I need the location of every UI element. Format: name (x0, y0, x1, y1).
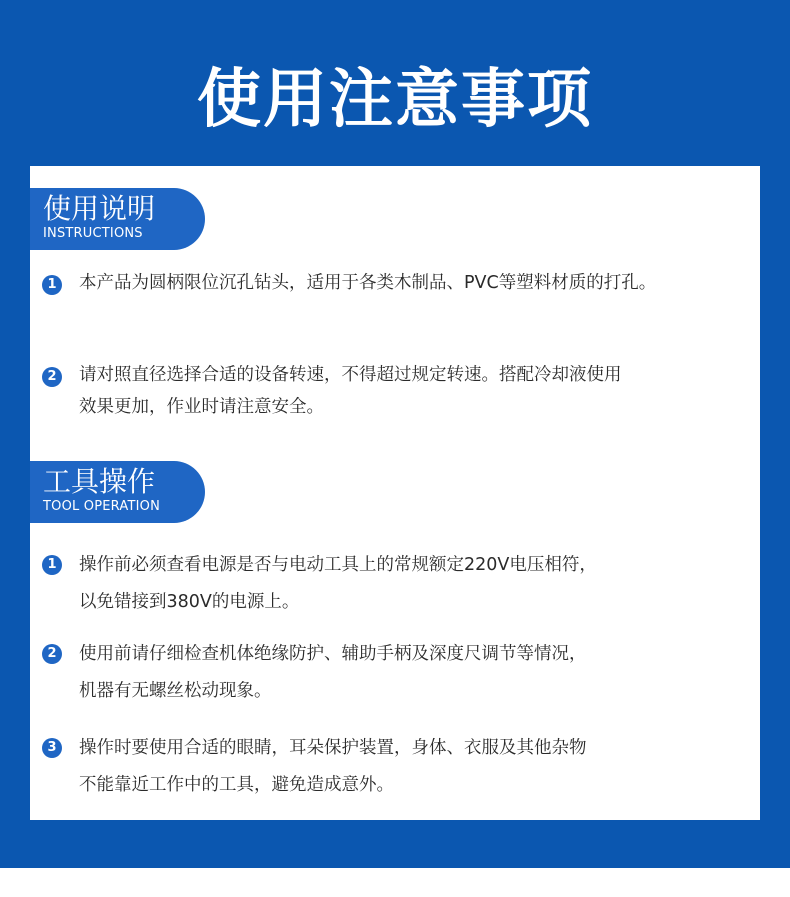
item-text (79, 730, 587, 804)
item-line: 不能靠近工作中的工具，避免造成意外。 (79, 775, 394, 795)
section-title-en: TOOL OPERATION (43, 499, 160, 514)
content-panel (30, 166, 760, 820)
item-text (79, 636, 587, 710)
number-badge-icon: 1 (42, 275, 62, 295)
item-line: 效果更加，作业时请注意安全。 (79, 397, 324, 417)
number-badge-icon: 1 (42, 555, 62, 575)
section-title-cn: 工具操作 (43, 465, 156, 498)
item-line: 请对照直径选择合适的设备转速，不得超过规定转速。搭配冷却液使用 (79, 365, 622, 385)
section-header-tool-operation (30, 461, 205, 523)
item-line: 操作前必须查看电源是否与电动工具上的常规额定220V电压相符， (79, 555, 597, 575)
item-line: 操作时要使用合适的眼睛，耳朵保护装置，身体、衣服及其他杂物 (79, 738, 587, 758)
section-title-cn: 使用说明 (43, 192, 156, 225)
item-text (79, 359, 622, 423)
section-title-en: INSTRUCTIONS (43, 226, 143, 241)
section-header-instructions (30, 188, 205, 250)
page-title: 使用注意事项 (197, 63, 593, 137)
number-badge-icon: 2 (42, 367, 62, 387)
item-line: 本产品为圆柄限位沉孔钻头，适用于各类木制品、PVC等塑料材质的打孔。 (79, 273, 657, 293)
item-line: 以免错接到380V的电源上。 (79, 592, 300, 612)
item-text (79, 547, 597, 621)
item-text (79, 267, 656, 299)
number-badge-icon: 3 (42, 738, 62, 758)
number-badge-icon: 2 (42, 644, 62, 664)
item-line: 机器有无螺丝松动现象。 (79, 681, 272, 701)
item-line: 使用前请仔细检查机体绝缘防护、辅助手柄及深度尺调节等情况， (79, 644, 587, 664)
